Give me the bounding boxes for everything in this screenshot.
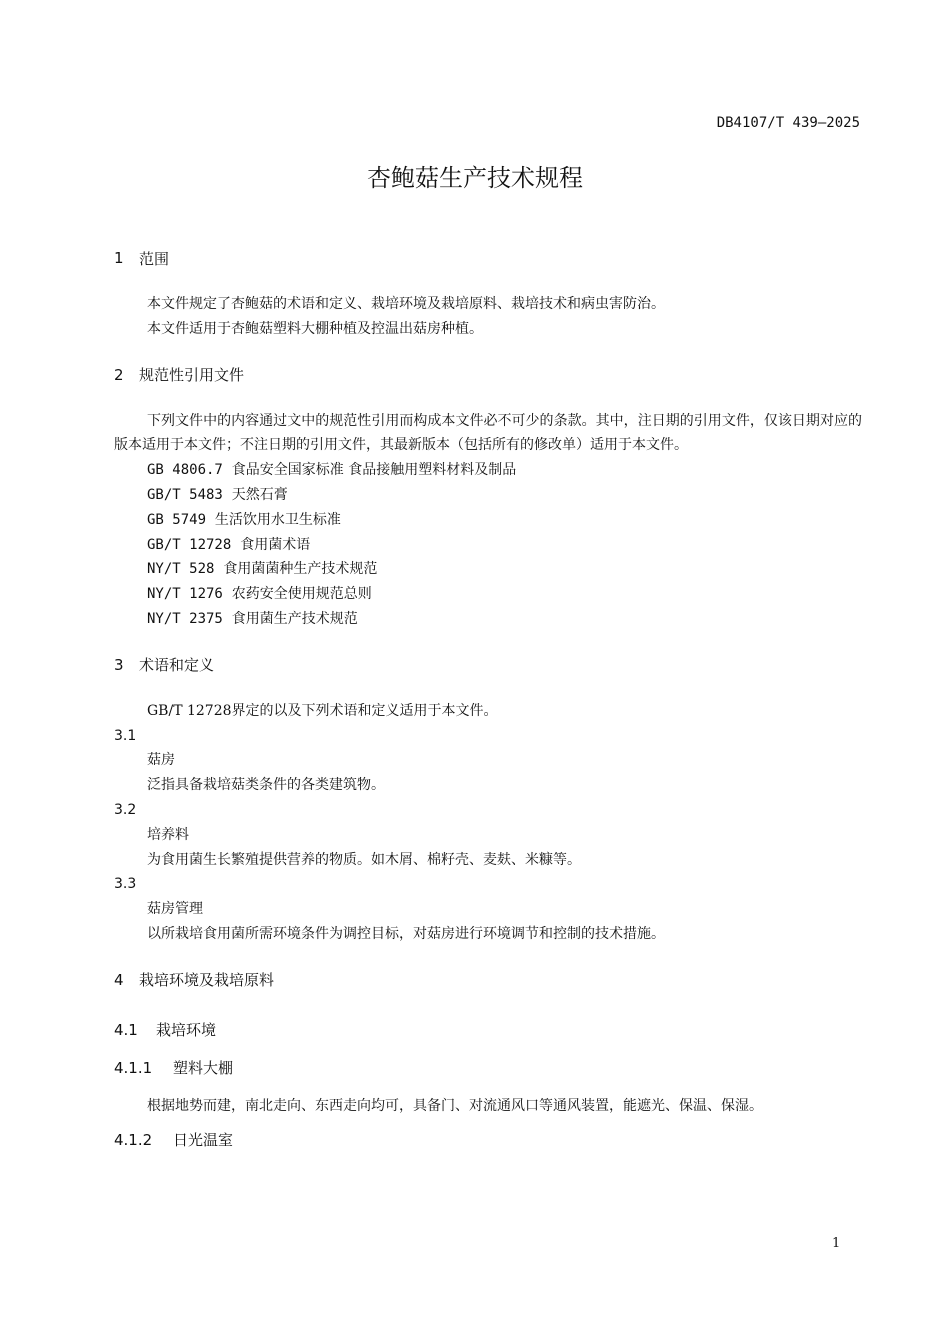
- reference-code: NY/T 528: [147, 561, 215, 578]
- reference-name: 食用菌生产技术规范: [231, 610, 358, 627]
- reference-code: GB 4806.7: [147, 462, 223, 479]
- reference-code: GB 5749: [147, 511, 207, 528]
- section-number: 4.1: [114, 1020, 138, 1039]
- reference-name: 农药安全使用规范总则: [231, 586, 372, 603]
- reference-item: [114, 607, 862, 632]
- section-number: 4.1.2: [114, 1130, 153, 1149]
- document-body: [114, 246, 862, 1152]
- term-name: 培养料: [147, 826, 189, 843]
- term-number: 3.2: [114, 801, 137, 818]
- term-definition: 泛指具备栽培菇类条件的各类建筑物。: [147, 777, 385, 794]
- reference-item: [114, 533, 862, 558]
- section-2-heading: [114, 363, 862, 387]
- standard-code: DB4107/T 439—2025: [716, 115, 860, 131]
- page-number: 1: [832, 1236, 841, 1251]
- reference-item: [114, 483, 862, 508]
- section-1-heading: [114, 246, 862, 270]
- reference-name: 食品安全国家标准 食品接触用塑料材料及制品: [231, 462, 517, 479]
- reference-name: 生活饮用水卫生标准: [214, 511, 341, 528]
- section-number: 2: [114, 365, 124, 384]
- section-4-heading: [114, 968, 862, 992]
- paragraph: 下列文件中的内容通过文中的规范性引用而构成本文件必不可少的条款。其中，注日期的引用文件，仅该日期对应的版本适用于本文件；不注日期的引用文件，其最新版本（包括所有的修改单）适用于本文件。: [114, 412, 862, 454]
- reference-item: [114, 582, 862, 607]
- reference-item: [114, 557, 862, 582]
- section-title: 范围: [139, 249, 170, 268]
- paragraph: GB/T 12728界定的以及下列术语和定义适用于本文件。: [147, 702, 498, 719]
- paragraph: 根据地势而建，南北走向、东西走向均可，具备门、对流通风口等通风装置，能遮光、保温、保湿。: [147, 1097, 763, 1114]
- reference-item: [114, 458, 862, 483]
- paragraph: 本文件规定了杏鲍菇的术语和定义、栽培环境及栽培原料、栽培技术和病虫害防治。: [147, 296, 665, 312]
- section-title: 规范性引用文件: [139, 366, 245, 385]
- paragraph: 本文件适用于杏鲍菇塑料大棚种植及控温出菇房种植。: [147, 320, 483, 337]
- subsection-4-1-2-heading: [114, 1128, 862, 1152]
- section-title: 栽培环境及栽培原料: [139, 971, 275, 990]
- page-title: 杏鲍菇生产技术规程: [367, 164, 583, 192]
- term-definition: 以所栽培食用菌所需环境条件为调控目标，对菇房进行环境调节和控制的技术措施。: [147, 925, 665, 942]
- section-number: 4: [114, 970, 124, 989]
- reference-item: [114, 508, 862, 533]
- section-title: 塑料大棚: [173, 1059, 234, 1078]
- reference-name: 食用菌术语: [240, 536, 311, 553]
- section-number: 1: [114, 249, 124, 267]
- section-title: 栽培环境: [156, 1021, 217, 1040]
- term-name: 菇房管理: [147, 901, 203, 918]
- term-number: 3.1: [114, 727, 137, 744]
- section-title: 术语和定义: [139, 656, 215, 675]
- reference-name: 天然石膏: [231, 486, 288, 503]
- reference-code: NY/T 1276: [147, 586, 223, 603]
- section-title: 日光温室: [173, 1131, 234, 1150]
- subsection-4-1-1-heading: [114, 1056, 862, 1080]
- reference-code: GB/T 12728: [147, 536, 232, 553]
- section-number: 3: [114, 655, 124, 674]
- reference-code: NY/T 2375: [147, 610, 223, 627]
- subsection-4-1-heading: [114, 1018, 862, 1042]
- term-name: 菇房: [147, 752, 175, 769]
- reference-code: GB/T 5483: [147, 486, 223, 503]
- reference-name: 食用菌菌种生产技术规范: [223, 561, 378, 578]
- section-3-heading: [114, 653, 862, 677]
- section-number: 4.1.1: [114, 1058, 153, 1077]
- term-number: 3.3: [114, 876, 137, 893]
- term-definition: 为食用菌生长繁殖提供营养的物质。如木屑、棉籽壳、麦麸、米糠等。: [147, 851, 581, 868]
